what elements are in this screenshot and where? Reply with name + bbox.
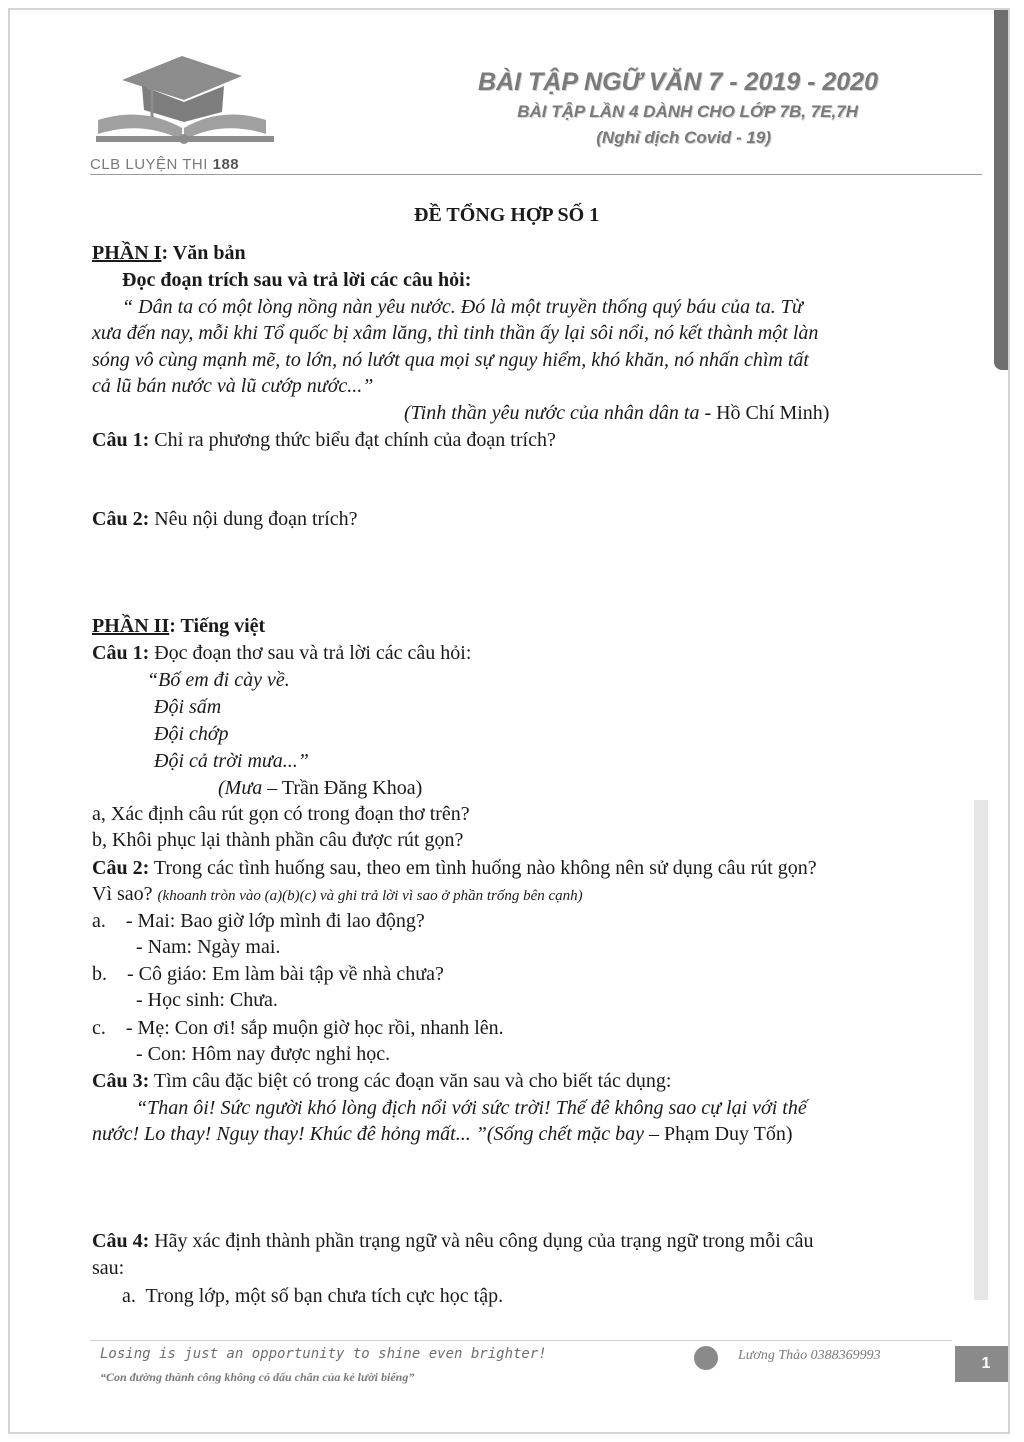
part2-heading: PHẦN II: Tiếng việt <box>92 615 266 637</box>
option-a-answer: - Nam: Ngày mai. <box>136 936 281 958</box>
passage-line: sóng vô cùng mạnh mẽ, to lớn, nó lướt qua mọi sự nguy hiểm, khó khăn, nó nhấn chìm tất <box>92 349 809 371</box>
poem-line: Đội sấm <box>154 696 222 718</box>
page-number: 1 <box>955 1346 1010 1382</box>
question-2-line2: Vì sao? (khoanh tròn vào (a)(b)(c) và ghi trả lời vì sao ở phần trống bên cạnh) <box>92 883 583 905</box>
option-c[interactable]: c. - Mẹ: Con ơi! sắp muộn giờ học rồi, nhanh lên. <box>92 1017 504 1039</box>
footer-divider <box>90 1340 952 1341</box>
option-a[interactable]: a. - Mai: Bao giờ lớp mình đi lao động? <box>92 910 425 932</box>
part2-question-1: Câu 1: Đọc đoạn thơ sau và trả lời các câu hỏi: <box>92 642 472 664</box>
footer-vietnamese-quote: “Con đường thành công không có dấu chân của kẻ lười biếng” <box>100 1370 415 1384</box>
scrollbar[interactable] <box>994 10 1008 370</box>
page-title: ĐỀ TỔNG HỢP SỐ 1 <box>414 204 600 226</box>
footer-quote: Losing is just an opportunity to shine even brighter! <box>100 1346 547 1362</box>
page-shadow <box>974 800 988 1300</box>
header-divider <box>90 174 982 175</box>
question-3-passage: nước! Lo thay! Nguy thay! Khúc đê hỏng mất... ”(Sống chết mặc bay – Phạm Duy Tốn) <box>92 1123 793 1145</box>
question-4a: a. Trong lớp, một số bạn chưa tích cực học tập. <box>122 1285 504 1307</box>
option-b[interactable]: b. - Cô giáo: Em làm bài tập về nhà chưa? <box>92 963 444 985</box>
poem-line: “Bố em đi cày về. <box>147 669 290 691</box>
logo-text: CLB LUYỆN THI 188 <box>90 156 240 173</box>
part1-question-1: Câu 1: Chỉ ra phương thức biểu đạt chính của đoạn trích? <box>92 429 556 451</box>
part1-heading: PHẦN I: Văn bản <box>92 242 246 264</box>
passage-line: cả lũ bán nước và lũ cướp nước...” <box>92 375 374 397</box>
question-3-passage: “Than ôi! Sức người khó lòng địch nổi với sức trời! Thế đê không sao cự lại với thế <box>136 1097 807 1119</box>
header-title: BÀI TẬP NGỮ VĂN 7 - 2019 - 2020 <box>478 68 878 96</box>
option-c-answer: - Con: Hôm nay được nghỉ học. <box>136 1043 391 1065</box>
passage-source: (Tinh thần yêu nước của nhân dân ta - Hồ Chí Minh) <box>404 402 830 424</box>
poem-source: (Mưa – Trần Đăng Khoa) <box>218 777 423 799</box>
question-1a: a, Xác định câu rút gọn có trong đoạn thơ trên? <box>92 803 470 825</box>
header-note: (Nghỉ dịch Covid - 19) <box>596 128 771 147</box>
footer-author: Lương Thảo 0388369993 <box>738 1348 881 1363</box>
question-4-line2: sau: <box>92 1257 125 1279</box>
phone-icon <box>694 1346 718 1370</box>
part2-question-3: Câu 3: Tìm câu đặc biệt có trong các đoạn văn sau và cho biết tác dụng: <box>92 1070 672 1092</box>
part2-question-2: Câu 2: Trong các tình huống sau, theo em tình huống nào không nên sử dụng câu rút gọn? <box>92 857 817 879</box>
poem-line: Đội cả trời mưa...” <box>154 750 309 772</box>
passage-line: xưa đến nay, mỗi khi Tổ quốc bị xâm lăng, thì tinh thần ấy lại sôi nổi, nó kết thành một làn <box>92 322 819 344</box>
part2-question-4: Câu 4: Hãy xác định thành phần trạng ngữ và nêu công dụng của trạng ngữ trong mỗi câu <box>92 1230 814 1252</box>
option-b-answer: - Học sinh: Chưa. <box>136 989 278 1011</box>
worksheet-page <box>8 8 1010 1434</box>
part1-instruction: Đọc đoạn trích sau và trả lời các câu hỏi: <box>122 269 472 291</box>
passage-line: “ Dân ta có một lòng nồng nàn yêu nước. Đó là một truyền thống quý báu của ta. Từ <box>122 296 803 318</box>
header-subtitle: BÀI TẬP LẦN 4 DÀNH CHO LỚP 7B, 7E,7H <box>517 102 858 121</box>
question-1b: b, Khôi phục lại thành phần câu được rút gọn? <box>92 829 464 851</box>
poem-line: Đội chớp <box>154 723 229 745</box>
part1-question-2: Câu 2: Nêu nội dung đoạn trích? <box>92 508 358 530</box>
